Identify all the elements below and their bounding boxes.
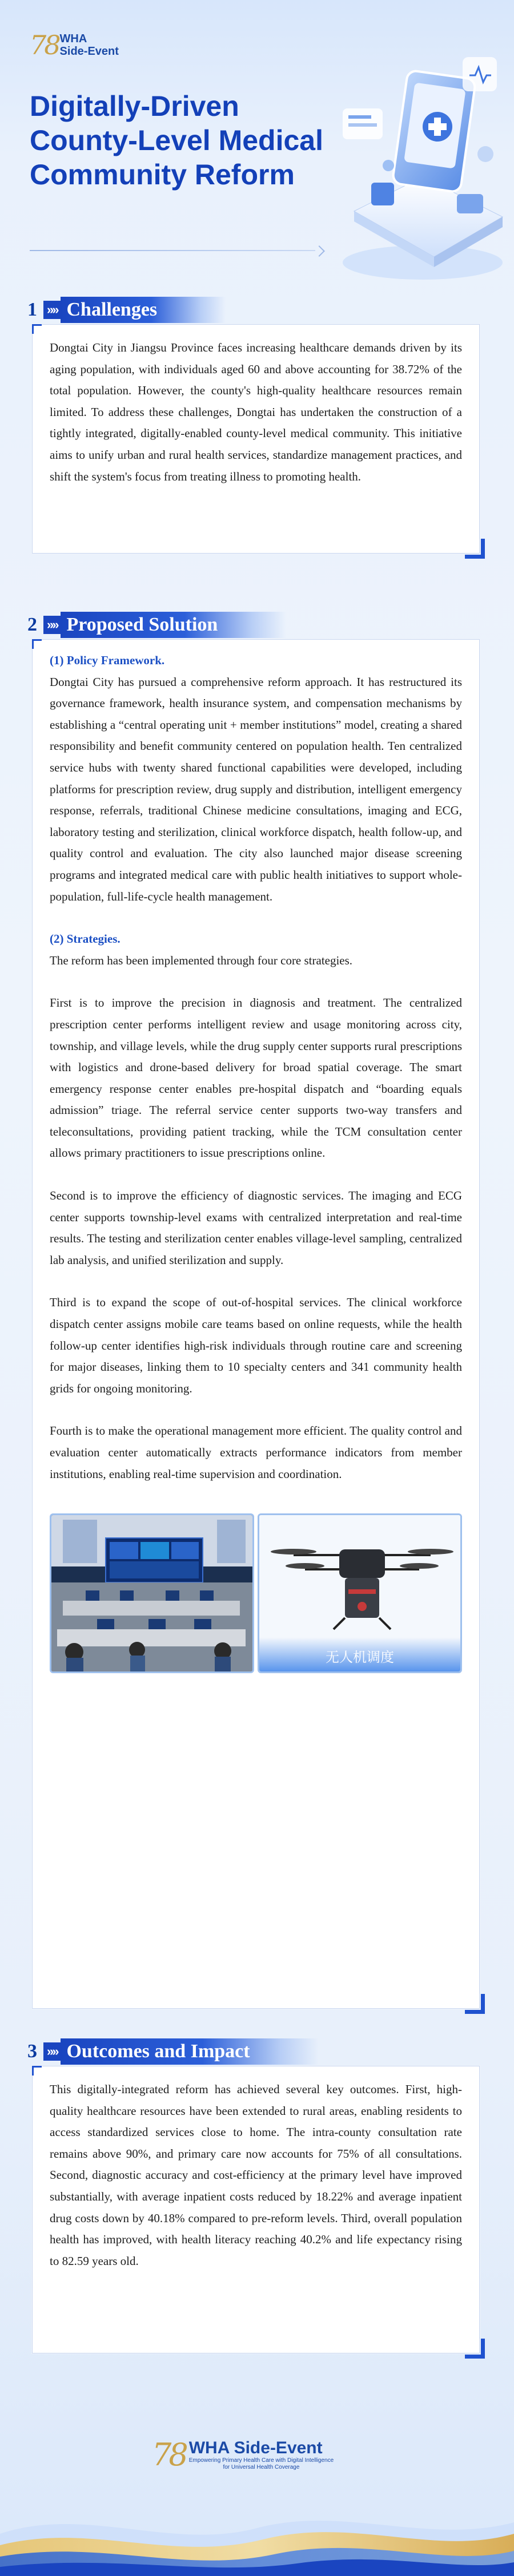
drone-caption: 无人机调度: [259, 1637, 460, 1671]
section-header-proposed-solution: [27, 612, 286, 638]
logo-line-2: Side-Event: [59, 45, 119, 58]
title-line-1: Digitally-Driven: [30, 90, 239, 122]
logo-line-1: WHA: [59, 33, 87, 45]
decorative-waves: [0, 2500, 514, 2576]
policy-paragraph: Dongtai City has pursued a comprehensive reform approach. It has restructured its governance framework, health insurance system, and compensation mechanisms by establishing a “central operating unit + member institutions” model, creating a shared responsibility and benefit community centered on population health. Ten centralized service hubs with twenty shared functional capabilities were developed, including platforms for prescription review, drug supply and distribution, intelligent emergency response, referrals, traditional Chinese medicine consultations, imaging and ECG, laboratory testing and sterilization, clinical workforce dispatch, health follow-up, and quality control and evaluation. The city also launched major disease screening programs and integrated medical care with public health initiatives to support whole-population, full-life-cycle health management.: [50, 675, 462, 903]
subheading-strategies: (2) Strategies.: [50, 932, 121, 946]
title-line-3: Community Reform: [30, 159, 295, 191]
chevron-icon: »»: [43, 2042, 61, 2061]
solution-card: [32, 639, 480, 2009]
footer-subtitle-1: Empowering Primary Health Care with Digital Intelligence: [188, 2457, 334, 2464]
control-center-photo: [50, 1513, 254, 1673]
chevron-icon: »»: [43, 301, 61, 319]
section-title: Challenges: [61, 297, 226, 323]
drone-dispatch-photo: [258, 1513, 462, 1673]
title-divider: [30, 250, 315, 251]
digital-health-illustration: [320, 40, 508, 291]
section-number: 2: [27, 614, 37, 635]
footer-subtitle-2: for Universal Health Coverage: [223, 2464, 300, 2470]
section-title: Proposed Solution: [61, 612, 286, 638]
strategy-first: First is to improve the precision in diagnosis and treatment. The centralized prescription center performs intelligent review and usage monitoring across city, township, and village levels, while the drug supply center supports rural prescriptions with logistics and drone-based delivery for broad spatial coverage. The smart emergency response center enables pre-hospital dispatch and “boarding equals admission” triage. The referral service center supports two-way transfers and teleconsultations, providing patient tracking, while the TCM consultation center allows primary practitioners to issue prescriptions online.: [50, 996, 462, 1160]
outcomes-card: [32, 2066, 480, 2353]
section-header-challenges: [27, 297, 226, 323]
section-title: Outcomes and Impact: [61, 2038, 318, 2065]
strategy-third: Third is to expand the scope of out-of-hospital services. The clinical workforce dispatch center assigns mobile care teams based on online requests, while the health follow-up center identifies high-risk individuals through routine care and screening for major diseases, linking them to 10 specialty centers and 341 community health grids for ongoing monitoring.: [50, 1295, 462, 1395]
section-number: 1: [27, 299, 37, 320]
logo-number: 78: [30, 30, 59, 60]
section-header-outcomes: [27, 2038, 319, 2065]
photo-row: [50, 1513, 462, 1673]
challenges-card: [32, 324, 480, 554]
title-line-2: County-Level Medical: [30, 124, 323, 156]
strategy-fourth: Fourth is to make the operational management more efficient. The quality control and evaluation center automatically extracts performance indicators from member institutions, enabling real-time supervision and coordination.: [50, 1424, 462, 1481]
footer-title: WHA Side-Event: [188, 2438, 323, 2457]
outcomes-paragraph: This digitally-integrated reform has achieved several key outcomes. First, high-quality healthcare resources have been extended to rural areas, enabling residents to access standardized services close to home. The intra-county consultation rate remains above 90%, and primary care now accounts for 75% of all consultations. Second, diagnostic accuracy and cost-efficiency at the primary level have improved substantially, with average inpatient costs reduced by 18.22% and average inpatient drug costs down by 40.18% compared to pre-reform levels. Third, overall population health has improved, with health literacy reaching 40.2% and life expectancy rising to 82.59 years old.: [50, 2082, 462, 2268]
footer-logo: [152, 2439, 334, 2471]
challenges-paragraph: Dongtai City in Jiangsu Province faces increasing healthcare demands driven by its aging population, with individuals aged 60 and above accounting for 38.72% of the total population. However, the county's high-quality healthcare resources remain limited. To address these challenges, Dongtai has undertaken the construction of a tightly integrated, digitally-enabled county-level medical community. This initiative aims to unify urban and rural health services, standardize management practices, and shift the system's focus from treating illness to promoting health.: [50, 341, 462, 483]
subheading-policy-framework: (1) Policy Framework.: [50, 653, 165, 667]
strategies-intro: The reform has been implemented through four core strategies.: [50, 953, 353, 967]
footer-logo-number: 78: [152, 2437, 186, 2473]
section-number: 3: [27, 2041, 37, 2062]
strategy-second: Second is to improve the efficiency of diagnostic services. The imaging and ECG center supports township-level exams with centralized interpretation and real-time results. The testing and sterilization center enables village-level sampling, centralized lab analysis, and unified sterilization and supply.: [50, 1189, 462, 1267]
wha-logo: [30, 32, 119, 58]
chevron-icon: »»: [43, 616, 61, 634]
